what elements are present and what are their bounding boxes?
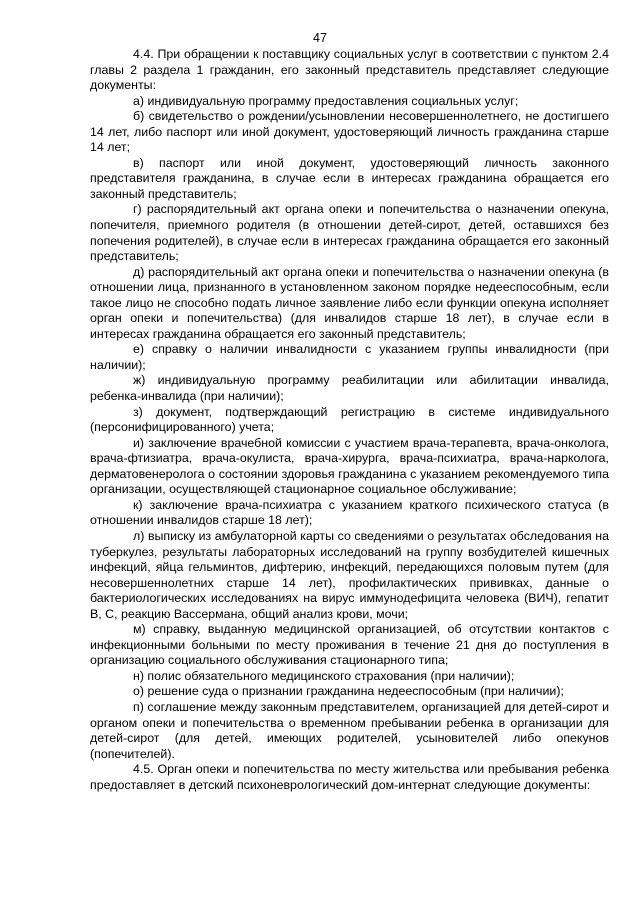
list-item-i: и) заключение врачебной комиссии с участием врача-терапевта, врача-онколога, врача-фтизиатра, врача-окулиста, врача-хирурга, врача-психиатра, врача-нарколога, дерматовенеролога о состоянии здоровья гражданина с указанием рекомендуемого типа организации, осуществляющей стационарное социальное обслуживание;	[90, 435, 609, 497]
document-body	[90, 47, 609, 793]
list-item-o: о) решение суда о признании гражданина недееспособным (при наличии);	[133, 684, 564, 699]
list-item-m: м) справку, выданную медицинской организацией, об отсутствии контактов с инфекционными больными по месту проживания в течение 21 дня до поступления в организацию социального обслуживания стационарного типа;	[90, 622, 609, 668]
list-item-g: г) распорядительный акт органа опеки и попечительства о назначении опекуна, попечителя, приемного родителя (в отношении детей-сирот, детей, оставшихся без попечения родителей), в случае если в интересах гражданина обращается его законный представитель;	[90, 202, 609, 264]
list-item-d: д) распорядительный акт органа опеки и попечительства о назначении опекуна (в отношении лица, признанного в установленном законом порядке недееспособным, если такое лицо не способно подать личное заявление либо если функции опекуна исполняет орган опеки и попечительства) (для инвалидов старше 18 лет), в случае если в интересах гражданина обращается его законный представитель;	[90, 264, 609, 341]
list-item-e: е) справку о наличии инвалидности с указанием группы инвалидности (при наличии);	[90, 342, 609, 372]
list-item-b: б) свидетельство о рождении/усыновлении несовершеннолетнего, не достигшего 14 лет, либо паспорт или иной документ, удостоверяющий личность гражданина старше 14 лет;	[90, 109, 609, 155]
page-number: 47	[313, 31, 327, 45]
paragraph-4-4-intro: 4.4. При обращении к поставщику социальных услуг в соответствии с пунктом 2.4 главы 2 раздела 1 гражданин, его законный представитель представляет следующие документы:	[90, 47, 609, 93]
list-item-k: к) заключение врача-психиатра с указанием краткого психического статуса (в отношении инвалидов старше 18 лет);	[90, 497, 609, 528]
list-item-a: а) индивидуальную программу предоставления социальных услуг;	[133, 93, 519, 108]
list-item-z: з) документ, подтверждающий регистрацию в системе индивидуального (персонифицированного) учета;	[90, 404, 609, 435]
list-item-v: в) паспорт или иной документ, удостоверяющий личность законного представителя гражданина, в случае если в интересах гражданина обращается его законный представитель;	[90, 155, 609, 201]
paragraph-4-5: 4.5. Орган опеки и попечительства по месту жительства или пребывания ребенка предоставляет в детский психоневрологический дом-интернат следующие документы:	[90, 762, 609, 792]
list-item-n: н) полис обязательного медицинского страхования (при наличии);	[133, 668, 515, 683]
list-item-zh: ж) индивидуальную программу реабилитации или абилитации инвалида, ребенка-инвалида (при наличии);	[90, 373, 609, 404]
list-item-p: п) соглашение между законным представителем, организацией для детей-сирот и органом опеки и попечительства о временном пребывании ребенка в организации для детей-сирот (для детей, имеющих родителей, усыновителей либо опекунов (попечителей).	[90, 699, 609, 761]
list-item-l: л) выписку из амбулаторной карты со сведениями о результатах обследования на туберкулез, результаты лабораторных исследований на группу возбудителей кишечных инфекций, яйца гельминтов, дифтерию, инфекций, передающихся половым путем (для несовершеннолетних старше 14 лет), профилактических прививках, данные о бактериологических исследованиях на вирус иммунодефицита человека (ВИЧ), гепатит В, С, реакцию Вассермана, общий анализ крови, мочи;	[90, 528, 609, 621]
